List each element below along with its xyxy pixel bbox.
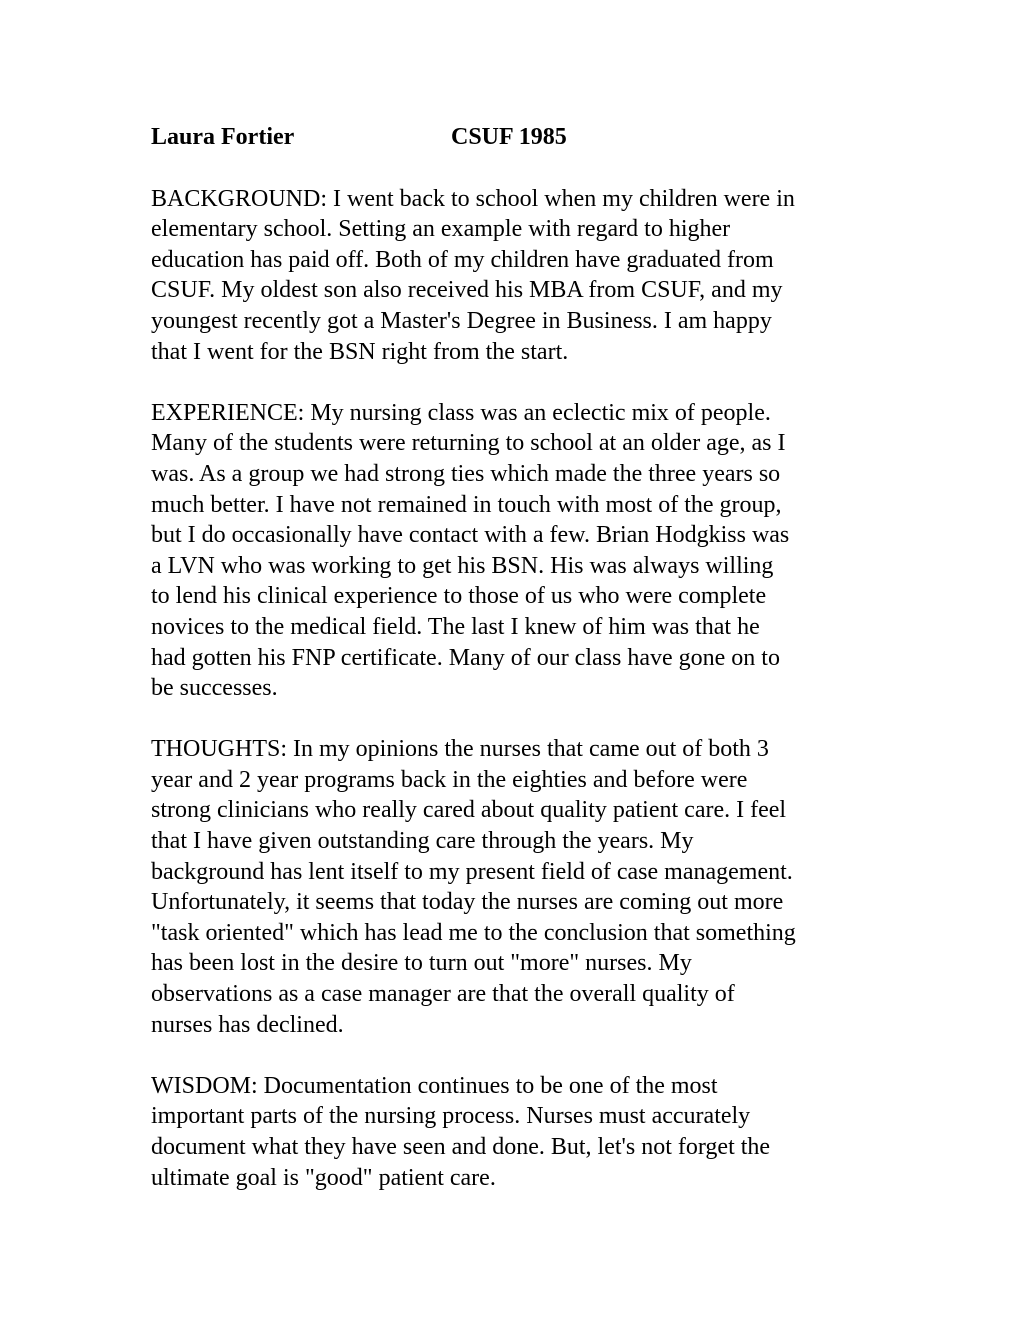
- text-line: elementary school. Setting an example with regard to higher: [151, 216, 731, 243]
- wisdom-paragraph: [151, 1071, 911, 1193]
- text-line: but I do occasionally have contact with a few. Brian Hodgkiss was: [151, 522, 790, 549]
- text-line: Unfortunately, it seems that today the nurses are coming out more: [151, 889, 784, 916]
- text-line: education has paid off. Both of my children have graduated from: [151, 246, 774, 273]
- text-line: nurses has declined.: [151, 1011, 344, 1038]
- text-line: document what they have seen and done. But, let's not forget the: [151, 1134, 771, 1160]
- text-line: to lend his clinical experience to those of us who were complete: [151, 583, 767, 610]
- text-line: THOUGHTS: In my opinions the nurses that came out of both 3: [151, 736, 769, 763]
- text-line: WISDOM: Documentation continues to be one of the most: [151, 1072, 718, 1099]
- text-line: EXPERIENCE: My nursing class was an eclectic mix of people.: [151, 399, 771, 426]
- thoughts-paragraph: [151, 734, 911, 1040]
- text-line: much better. I have not remained in touch with most of the group,: [151, 491, 782, 518]
- author-name: Laura Fortier: [151, 124, 295, 150]
- text-line: CSUF. My oldest son also received his MBA from CSUF, and my: [151, 277, 783, 304]
- text-line: youngest recently got a Master's Degree in Business. I am happy: [151, 307, 772, 334]
- text-line: be successes.: [151, 675, 278, 702]
- background-paragraph: [151, 184, 911, 368]
- text-line: Many of the students were returning to school at an older age, as I: [151, 430, 786, 457]
- school-year: CSUF 1985: [451, 124, 567, 150]
- text-line: year and 2 year programs back in the eighties and before were: [151, 766, 748, 793]
- text-line: has been lost in the desire to turn out "more" nurses. My: [151, 950, 692, 977]
- text-line: a LVN who was working to get his BSN. His was always willing: [151, 552, 774, 579]
- text-line: BACKGROUND: I went back to school when my children were in: [151, 185, 795, 212]
- text-line: had gotten his FNP certificate. Many of our class have gone on to: [151, 644, 780, 671]
- text-line: strong clinicians who really cared about quality patient care. I feel: [151, 797, 787, 824]
- experience-paragraph: [151, 398, 911, 704]
- text-line: background has lent itself to my present field of case management.: [151, 858, 793, 885]
- document-header: [151, 122, 911, 153]
- document-page: [151, 120, 911, 1224]
- text-line: that I have given outstanding care through the years. My: [151, 828, 694, 855]
- text-line: ultimate goal is "good" patient care.: [151, 1164, 496, 1191]
- text-line: observations as a case manager are that the overall quality of: [151, 981, 735, 1008]
- text-line: was. As a group we had strong ties which made the three years so: [151, 460, 781, 487]
- text-line: novices to the medical field. The last I knew of him was that he: [151, 613, 760, 640]
- text-line: important parts of the nursing process. Nurses must accurately: [151, 1103, 751, 1130]
- text-line: "task oriented" which has lead me to the conclusion that something: [151, 919, 796, 946]
- text-line: that I went for the BSN right from the start.: [151, 338, 569, 365]
